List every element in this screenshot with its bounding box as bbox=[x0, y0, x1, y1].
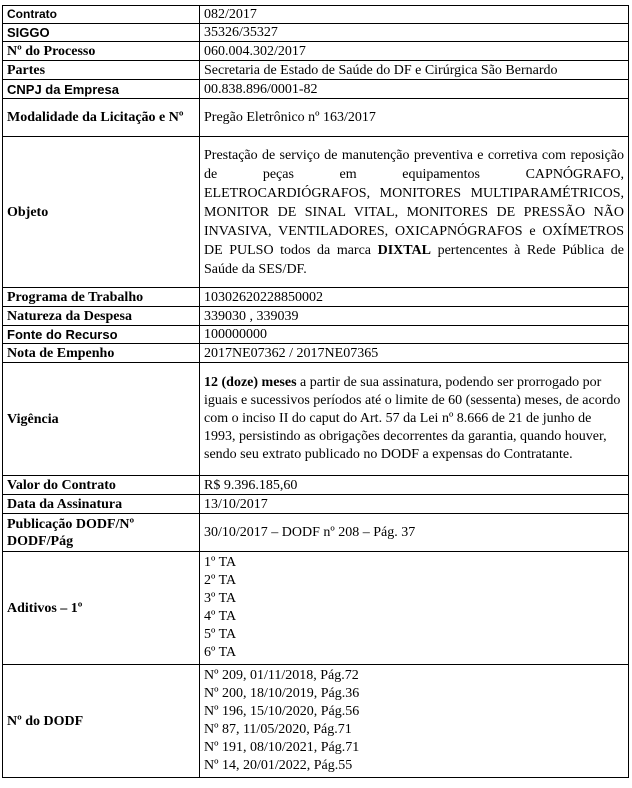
row-value: 2017NE07362 / 2017NE07365 bbox=[200, 344, 629, 363]
table-row bbox=[3, 61, 629, 80]
vigencia-duration: 12 (doze) meses bbox=[204, 375, 297, 390]
table-row bbox=[3, 80, 629, 99]
row-value: 00.838.896/0001-82 bbox=[200, 80, 629, 99]
list-item: Nº 14, 20/01/2022, Pág.55 bbox=[204, 758, 353, 773]
brand-name: DIXTAL bbox=[377, 242, 432, 258]
row-label: Aditivos – 1º bbox=[3, 552, 200, 665]
table-row bbox=[3, 99, 629, 137]
contract-summary-table bbox=[2, 5, 629, 778]
dodf-list bbox=[200, 665, 629, 778]
row-label: SIGGO bbox=[3, 24, 200, 42]
row-label: Modalidade da Licitação e Nº bbox=[3, 99, 200, 137]
row-label: Programa de Trabalho bbox=[3, 288, 200, 307]
aditivos-list bbox=[200, 552, 629, 665]
table-row bbox=[3, 476, 629, 495]
row-value: 100000000 bbox=[200, 326, 629, 344]
table-row bbox=[3, 514, 629, 552]
row-label: Vigência bbox=[3, 363, 200, 476]
vigencia-description: 12 (doze) meses a partir de sua assinatura, podendo ser prorrogado por iguais e sucessivos períodos até o limite de 60 (sessenta) meses, de acordo com o inciso II do caput do Art. 57 da Lei nº 8.666 de 21 de junho de 1993, persistindo as obrigações decorrentes da garantia, quando houver, sendo seu extrato publicado no DODF a expensas do Contratante. bbox=[200, 363, 629, 476]
row-label: Partes bbox=[3, 61, 200, 80]
row-label: CNPJ da Empresa bbox=[3, 80, 200, 99]
objeto-description: Prestação de serviço de manutenção preventiva e corretiva com reposição de peças em equipamentos CAPNÓGRAFO, ELETROCARDIÓGRAFOS, MONITORES MULTIPARAMÉTRICOS, MONITOR DE SINAL VITAL, MONITORES DE PRESSÃO NÃO INVASIVA, VENTILADORES, OXICAPNÓGRAFOS e OXÍMETROS DE PULSO todos da marca DIXTAL pertencentes à Rede Pública de Saúde da SES/DF. bbox=[200, 137, 629, 288]
table-row bbox=[3, 137, 629, 288]
list-item: 2º TA bbox=[204, 573, 237, 588]
row-value: Secretaria de Estado de Saúde do DF e Cirúrgica São Bernardo bbox=[200, 61, 629, 80]
row-value: 30/10/2017 – DODF nº 208 – Pág. 37 bbox=[200, 514, 629, 552]
row-value: Pregão Eletrônico nº 163/2017 bbox=[200, 99, 629, 137]
row-label: Nota de Empenho bbox=[3, 344, 200, 363]
list-item: Nº 87, 11/05/2020, Pág.71 bbox=[204, 722, 352, 737]
row-value: 10302620228850002 bbox=[200, 288, 629, 307]
table-row bbox=[3, 665, 629, 778]
row-label: Publicação DODF/Nº DODF/Pág bbox=[3, 514, 200, 552]
table-row bbox=[3, 326, 629, 344]
row-value: R$ 9.396.185,60 bbox=[200, 476, 629, 495]
row-label: Objeto bbox=[3, 137, 200, 288]
table-row bbox=[3, 24, 629, 42]
list-item: Nº 209, 01/11/2018, Pág.72 bbox=[204, 668, 359, 683]
list-item: Nº 191, 08/10/2021, Pág.71 bbox=[204, 740, 360, 755]
table-row bbox=[3, 307, 629, 326]
table-row bbox=[3, 552, 629, 665]
list-item: 6º TA bbox=[204, 645, 237, 660]
table-row bbox=[3, 42, 629, 61]
table-row bbox=[3, 288, 629, 307]
row-value: 339030 , 339039 bbox=[200, 307, 629, 326]
table-row bbox=[3, 495, 629, 514]
list-item: Nº 196, 15/10/2020, Pág.56 bbox=[204, 704, 360, 719]
row-label: Data da Assinatura bbox=[3, 495, 200, 514]
list-item: 3º TA bbox=[204, 591, 237, 606]
list-item: 4º TA bbox=[204, 609, 237, 624]
row-value: 35326/35327 bbox=[200, 24, 629, 42]
row-value: 082/2017 bbox=[200, 6, 629, 24]
list-item: 1º TA bbox=[204, 555, 237, 570]
list-item: 5º TA bbox=[204, 627, 237, 642]
row-label: Nº do DODF bbox=[3, 665, 200, 778]
row-label: Fonte do Recurso bbox=[3, 326, 200, 344]
row-label: Natureza da Despesa bbox=[3, 307, 200, 326]
row-value: 13/10/2017 bbox=[200, 495, 629, 514]
table-row bbox=[3, 344, 629, 363]
row-value: 060.004.302/2017 bbox=[200, 42, 629, 61]
row-label: Valor do Contrato bbox=[3, 476, 200, 495]
table-row bbox=[3, 363, 629, 476]
row-label: Contrato bbox=[3, 6, 200, 24]
row-label: Nº do Processo bbox=[3, 42, 200, 61]
table-row bbox=[3, 6, 629, 24]
list-item: Nº 200, 18/10/2019, Pág.36 bbox=[204, 686, 360, 701]
